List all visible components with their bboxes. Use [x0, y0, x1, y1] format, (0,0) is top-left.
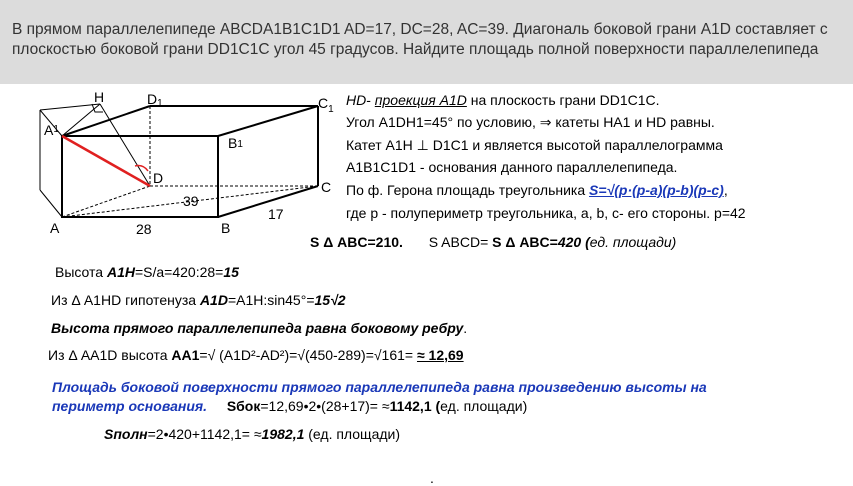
period: . [463, 320, 468, 336]
height-equals-edge: Высота прямого параллелепипеда равна боковому ребру [51, 320, 464, 336]
lateral-area-term: Sбок [226, 398, 261, 414]
lateral-area-unit: ед. площади) [440, 398, 528, 414]
heron-intro: По ф. Герона площадь треугольника [346, 182, 590, 198]
solution-line-14 [104, 426, 400, 443]
area-abc-ref: S Δ ABC= [492, 234, 558, 250]
angle-45-mark [135, 166, 148, 171]
lateral-area-value: 1142,1 ( [389, 398, 441, 414]
total-area-value: 1982,1 [261, 426, 305, 442]
total-area-calc: =2•420+1142,1= ≈ [147, 426, 262, 442]
edge-calc: =√ (A1D²-AD²)=√(450-289)=√161= [199, 347, 417, 363]
label-C: C [321, 179, 332, 195]
edge-term: AA1 [171, 347, 200, 363]
solution-line-12 [52, 379, 707, 396]
extension-top [40, 104, 100, 110]
solution-line-6: где р - полупериметр треугольника, a, b, c- его стороны. р=42 [346, 205, 746, 221]
end-dot: . [430, 470, 434, 486]
solution-line-1 [346, 92, 660, 109]
label-D: D [153, 170, 164, 186]
solution-line-7 [310, 234, 676, 251]
label-H: H [94, 89, 105, 105]
dash: - [366, 92, 371, 108]
label-A: A [50, 220, 60, 236]
area-abcd-value: 420 ( [557, 234, 590, 250]
heron-comma: , [723, 182, 728, 198]
heron-formula: S=√(p·(p-a)(p-b)(p-c) [589, 182, 724, 198]
solution-line-4: A1B1C1D1 - основания данного параллелепипеда. [346, 159, 678, 175]
lateral-area-rule: Площадь боковой поверхности прямого параллелепипеда равна произведению высоты на [52, 379, 707, 395]
height-label: Высота [55, 264, 107, 280]
solution-line-3: Катет A1H ⊥ D1C1 и является высотой параллелограмма [346, 137, 723, 153]
hd-term: HD [346, 92, 367, 108]
height-term: A1H [106, 264, 135, 280]
right-angle-mark [92, 104, 103, 112]
hypotenuse-calc: =A1H:sin45°= [227, 292, 315, 308]
label-B: B [221, 220, 231, 236]
total-area-term: Sполн [104, 426, 148, 442]
length-ab: 28 [136, 221, 152, 237]
solution-line-8 [55, 264, 239, 281]
edge-c1-b1 [218, 106, 318, 136]
edge-label: Из Δ AA1D высота [48, 347, 172, 363]
edge-a1-d1 [62, 106, 150, 136]
solution-line-11 [48, 347, 464, 364]
hypotenuse-term: A1D [199, 292, 228, 308]
solution-line-9 [51, 292, 346, 309]
solution-line-5 [346, 182, 728, 199]
parallelepiped-figure [0, 78, 345, 248]
label-A1: $A^1$ [44, 122, 59, 138]
lateral-area-rule-end: периметр основания. [52, 398, 208, 414]
total-area-unit: (ед. площади) [304, 426, 401, 442]
area-unit: ед. площади) [589, 234, 677, 250]
problem-statement: В прямом параллелепипеде ABCDA1B1C1D1 AD=17, DC=28, AC=39. Диагональ боковой грани A1D составляет с плоскостью боковой грани DD1C1C угол 45 градусов. Найдите площадь полной поверхности параллелепипеда [12, 21, 828, 58]
length-bc: 17 [268, 206, 284, 222]
lateral-area-calc: =12,69•2•(28+17)= ≈ [260, 398, 390, 414]
label-C1: $C_1$ [318, 95, 334, 115]
diagonal-a1-d [62, 136, 150, 186]
label-B1: B1 [228, 135, 243, 151]
edge-a-d [62, 186, 150, 217]
solution-line-10 [51, 320, 467, 337]
label-D1: D1 [147, 91, 163, 109]
projection-term: проекция A1D [374, 92, 467, 108]
area-abcd-label: S ABCD= [428, 234, 493, 250]
segment-h-d [100, 104, 150, 186]
edge-value: ≈ 12,69 [416, 347, 464, 363]
area-abc: S Δ ABC=210. [310, 234, 403, 250]
hypotenuse-value: 15√2 [314, 292, 346, 308]
hypotenuse-label: Из Δ A1HD гипотенуза [51, 292, 200, 308]
solution-line-2: Угол A1DH1=45° по условию, ⇒ катеты HA1 и HD равны. [346, 114, 715, 130]
height-value: 15 [223, 264, 239, 280]
length-ac: 39 [183, 193, 199, 209]
solution-line-13 [52, 398, 527, 415]
extension-diag [40, 190, 62, 217]
projection-rest: на плоскость грани DD1C1C. [470, 92, 660, 108]
height-calc: =S/a=420:28= [134, 264, 224, 280]
